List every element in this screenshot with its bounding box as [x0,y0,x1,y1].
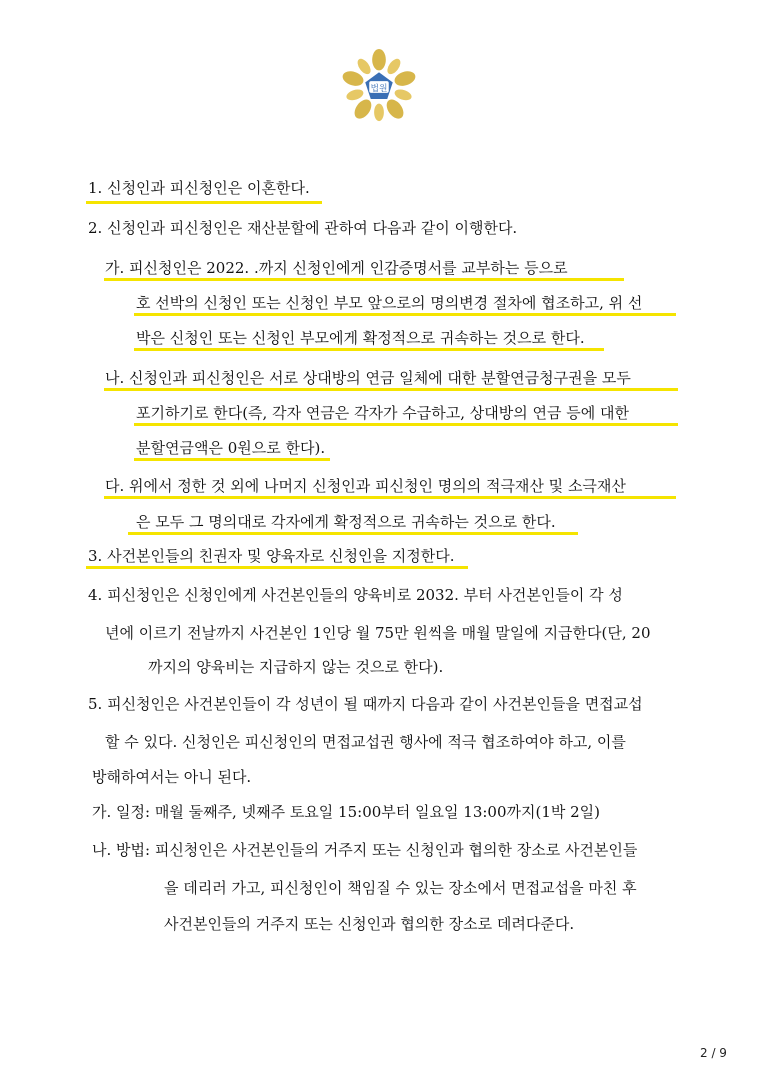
item-2-ga-line3: 박은 신청인 또는 신청인 부모에게 확정적으로 귀속하는 것으로 한다. [136,329,585,347]
highlight-line [86,201,322,204]
item-2-na-line3: 분할연금액은 0원으로 한다). [136,439,326,457]
item-2-ga-line2: 호 선박의 신청인 또는 신청인 부모 앞으로의 명의변경 절차에 협조하고, 위 선 [136,294,643,312]
highlight-line [128,532,578,535]
page-number: 2 / 9 [700,1046,727,1060]
highlight-line [134,423,678,426]
highlight-line [104,388,678,391]
item-5-ga: 가. 일정: 매월 둘째주, 넷째주 토요일 15:00부터 일요일 13:00까지(1박 2일) [92,803,601,821]
item-5-na-line3: 사건본인들의 거주지 또는 신청인과 협의한 장소로 데려다준다. [164,915,575,933]
highlight-line [104,278,624,281]
item-2-na-line1: 나. 신청인과 피신청인은 서로 상대방의 연금 일체에 대한 분할연금청구권을 모두 [105,369,631,387]
item-1: 1. 신청인과 피신청인은 이혼한다. [88,179,310,197]
item-2-ga-line1: 가. 피신청인은 2022. .까지 신청인에게 인감증명서를 교부하는 등으로 [105,259,568,277]
item-2-da-line2: 은 모두 그 명의대로 각자에게 확정적으로 귀속하는 것으로 한다. [136,513,556,531]
item-2-na-line2: 포기하기로 한다(즉, 각자 연금은 각자가 수급하고, 상대방의 연금 등에 대한 [136,404,630,422]
item-4-line2: 년에 이르기 전날까지 사건본인 1인당 월 75만 원씩을 매월 말일에 지급한다(단, 20 [105,624,651,642]
highlight-line [134,348,604,351]
highlight-line [104,496,676,499]
item-2-da-line1: 다. 위에서 정한 것 외에 나머지 신청인과 피신청인 명의의 적극재산 및 소극재산 [105,477,626,495]
item-2: 2. 신청인과 피신청인은 재산분할에 관하여 다음과 같이 이행한다. [88,219,518,237]
item-5-line1: 5. 피신청인은 사건본인들이 각 성년이 될 때까지 다음과 같이 사건본인들을 면접교섭 [88,695,643,713]
item-5-na-line1: 나. 방법: 피신청인은 사건본인들의 거주지 또는 신청인과 협의한 장소로 사건본인들 [92,841,638,859]
highlight-line [134,313,676,316]
item-4-line1: 4. 피신청인은 신청인에게 사건본인들의 양육비로 2032. 부터 사건본인들이 각 성 [88,586,623,604]
item-3: 3. 사건본인들의 친권자 및 양육자로 신청인을 지정한다. [88,547,455,565]
highlight-line [86,566,468,569]
court-seal-logo [340,48,418,126]
item-4-line3: 까지의 양육비는 지급하지 않는 것으로 한다). [148,658,444,676]
item-5-line2: 할 수 있다. 신청인은 피신청인의 면접교섭권 행사에 적극 협조하여야 하고, 이를 [105,733,626,751]
seal-text: 법원 [370,83,388,94]
highlight-line [134,458,330,461]
item-5-na-line2: 을 데리러 가고, 피신청인이 책임질 수 있는 장소에서 면접교섭을 마친 후 [164,879,637,897]
item-5-line3: 방해하여서는 아니 된다. [92,768,252,786]
